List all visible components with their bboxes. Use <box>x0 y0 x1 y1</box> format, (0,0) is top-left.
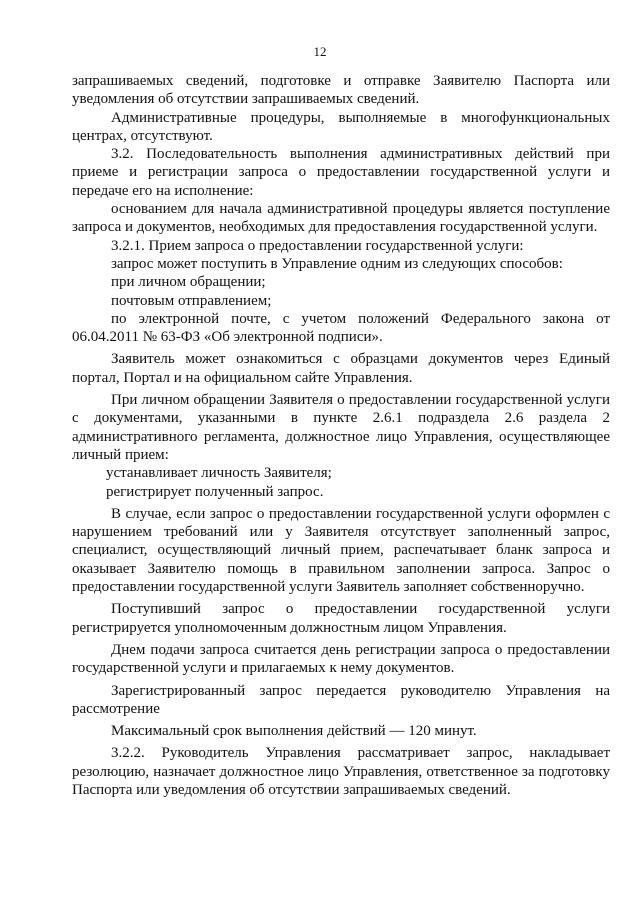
paragraph-continuation: запрашиваемых сведений, подготовке и отправке Заявителю Паспорта или уведомления об отсутствии запрашиваемых сведений. <box>72 73 610 108</box>
list-item-identify-applicant: устанавливает личность Заявителя; <box>106 465 332 482</box>
paragraph-registration: Поступивший запрос о предоставлении государственной услуги регистрируется уполномоченным должностным лицом Управления. <box>72 601 610 636</box>
paragraph-transfer-to-head: Зарегистрированный запрос передается руководителю Управления на рассмотрение <box>72 682 610 717</box>
paragraph-section-3-2-2: 3.2.2. Руководитель Управления рассматривает запрос, накладывает резолюцию, назначает должностное лицо Управления, ответственное за подготовку Паспорта или уведомления об отсутствии запрашиваемых сведений. <box>72 745 610 798</box>
paragraph-personal-appeal: При личном обращении Заявителя о предоставлении государственной услуги с документами, указанными в пункте 2.6.1 подраздела 2.6 раздела 2 административного регламента, должностное лицо Управления, осуществляющее личный прием: <box>72 392 610 463</box>
paragraph-basis-for-procedure: основанием для начала административной процедуры является поступление запроса и документов, необходимых для предоставления государственной услуги. <box>72 201 610 236</box>
list-item-by-post: почтовым отправлением; <box>111 292 272 309</box>
paragraph-submission-methods: запрос может поступить в Управление одним из следующих способов: <box>111 255 563 272</box>
paragraph-max-duration: Максимальный срок выполнения действий — 120 минут. <box>111 723 477 740</box>
document-body <box>72 72 610 799</box>
paragraph-section-3-2: 3.2. Последовательность выполнения административных действий при приеме и регистрации запроса о предоставлении государственной услуги и передаче его на исполнение: <box>72 146 610 199</box>
paragraph-document-samples: Заявитель может ознакомиться с образцами документов через Единый портал, Портал и на официальном сайте Управления. <box>72 351 610 386</box>
paragraph-section-3-2-1: 3.2.1. Прием запроса о предоставлении государственной услуги: <box>111 237 524 254</box>
paragraph-mfc-procedures: Административные процедуры, выполняемые в многофункциональных центрах, отсутствуют. <box>72 109 610 144</box>
list-item-in-person: при личном обращении; <box>111 274 266 291</box>
paragraph-submission-date: Днем подачи запроса считается день регистрации запроса о предоставлении государственной услуги и прилагаемых к нему документов. <box>72 641 610 677</box>
page-number: 12 <box>313 44 327 59</box>
list-item-register-request: регистрирует полученный запрос. <box>106 483 324 500</box>
paragraph-incorrect-request: В случае, если запрос о предоставлении государственной услуги оформлен с нарушением требований или у Заявителя отсутствует заполненный запрос, специалист, осуществляющий личный прием, распечатывает бланк запроса и оказывает Заявителю помощь в правильном заполнении запроса. Запрос о предоставлении государственной услуги Заявитель заполняет собственноручно. <box>72 505 610 596</box>
list-item-by-email: по электронной почте, с учетом положений Федерального закона от 06.04.2011 № 63-ФЗ «Об электронной подписи». <box>72 310 610 346</box>
